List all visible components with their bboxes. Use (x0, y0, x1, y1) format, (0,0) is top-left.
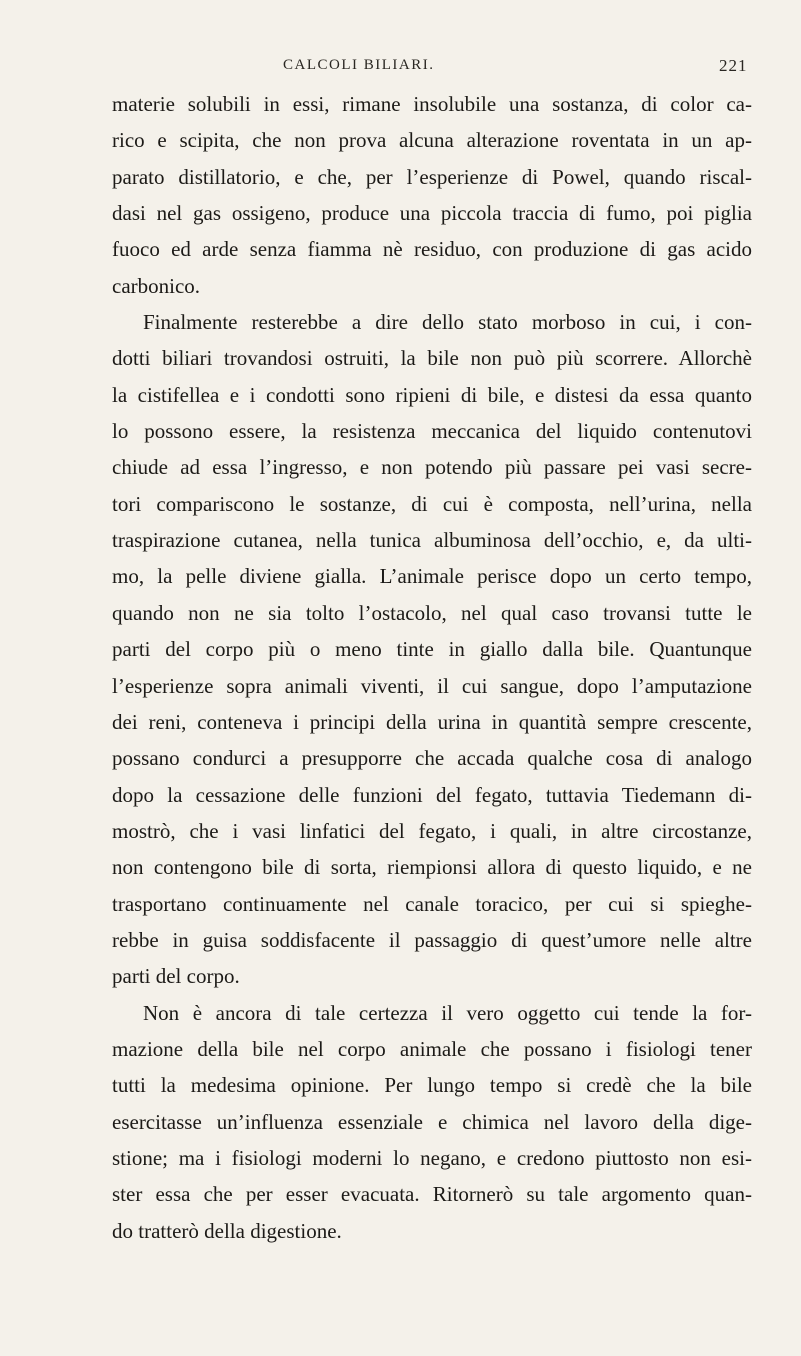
text-line: parato distillatorio, e che, per l’esperienze di Powel, quando riscal- (112, 164, 752, 189)
paragraph-end-line: parti del corpo. (112, 964, 240, 989)
running-title: CALCOLI BILIARI. (283, 57, 435, 73)
paragraph-start-line: Non è ancora di tale certezza il vero oggetto cui tende la for- (143, 1000, 752, 1025)
text-line: rico e scipita, che non prova alcuna alterazione roventata in un ap- (112, 128, 752, 153)
text-line: tutti la medesima opinione. Per lungo tempo si credè che la bile (112, 1073, 752, 1098)
page-number: 221 (719, 56, 748, 75)
text-line: mazione della bile nel corpo animale che possano i fisiologi tener (112, 1036, 752, 1061)
text-line: ster essa che per esser evacuata. Ritornerò su tale argomento quan- (112, 1182, 752, 1207)
paragraph-end-line: carbonico. (112, 273, 201, 298)
text-line: dopo la cessazione delle funzioni del fegato, tuttavia Tiedemann di- (112, 782, 752, 807)
text-line: stione; ma i fisiologi moderni lo negano, e credono piuttosto non esi- (112, 1145, 752, 1170)
text-line: possano condurci a presupporre che accada qualche cosa di analogo (112, 746, 752, 771)
body-text (112, 86, 752, 1249)
page-header (0, 57, 801, 87)
text-line: quando non ne sia tolto l’ostacolo, nel qual caso trovansi tutte le (112, 600, 752, 625)
text-line: chiude ad essa l’ingresso, e non potendo più passare pei vasi secre- (112, 455, 752, 480)
text-line: dei reni, conteneva i principi della urina in quantità sempre crescente, (112, 709, 752, 734)
text-line: traspirazione cutanea, nella tunica albuminosa dell’occhio, e, da ulti- (112, 528, 752, 553)
paragraph-start-line: Finalmente resterebbe a dire dello stato morboso in cui, i con- (143, 310, 752, 335)
text-line: rebbe in guisa soddisfacente il passaggio di quest’umore nelle altre (112, 927, 752, 952)
text-line: la cistifellea e i condotti sono ripieni di bile, e distesi da essa quanto (112, 382, 752, 407)
text-line: dotti biliari trovandosi ostruiti, la bile non può più scorrere. Allorchè (112, 346, 752, 371)
text-line: mo, la pelle diviene gialla. L’animale perisce dopo un certo tempo, (112, 564, 752, 589)
text-line: parti del corpo più o meno tinte in giallo dalla bile. Quantunque (112, 637, 752, 662)
text-line: non contengono bile di sorta, riempionsi allora di questo liquido, e ne (112, 855, 752, 880)
text-line: trasportano continuamente nel canale toracico, per cui si spieghe- (112, 891, 752, 916)
text-line: fuoco ed arde senza fiamma nè residuo, con produzione di gas acido (112, 237, 752, 262)
text-line: tori compariscono le sostanze, di cui è composta, nell’urina, nella (112, 491, 752, 516)
text-line: lo possono essere, la resistenza meccanica del liquido contenutovi (112, 419, 752, 444)
text-line: dasi nel gas ossigeno, produce una piccola traccia di fumo, poi piglia (112, 201, 752, 226)
paragraph-end-line: do tratterò della digestione. (112, 1218, 342, 1243)
text-line: materie solubili in essi, rimane insolubile una sostanza, di color ca- (112, 92, 752, 116)
text-line: esercitasse un’influenza essenziale e chimica nel lavoro della dige- (112, 1109, 752, 1134)
text-line: mostrò, che i vasi linfatici del fegato, i quali, in altre circostanze, (112, 818, 752, 843)
text-line: l’esperienze sopra animali viventi, il cui sangue, dopo l’amputazione (112, 673, 752, 698)
